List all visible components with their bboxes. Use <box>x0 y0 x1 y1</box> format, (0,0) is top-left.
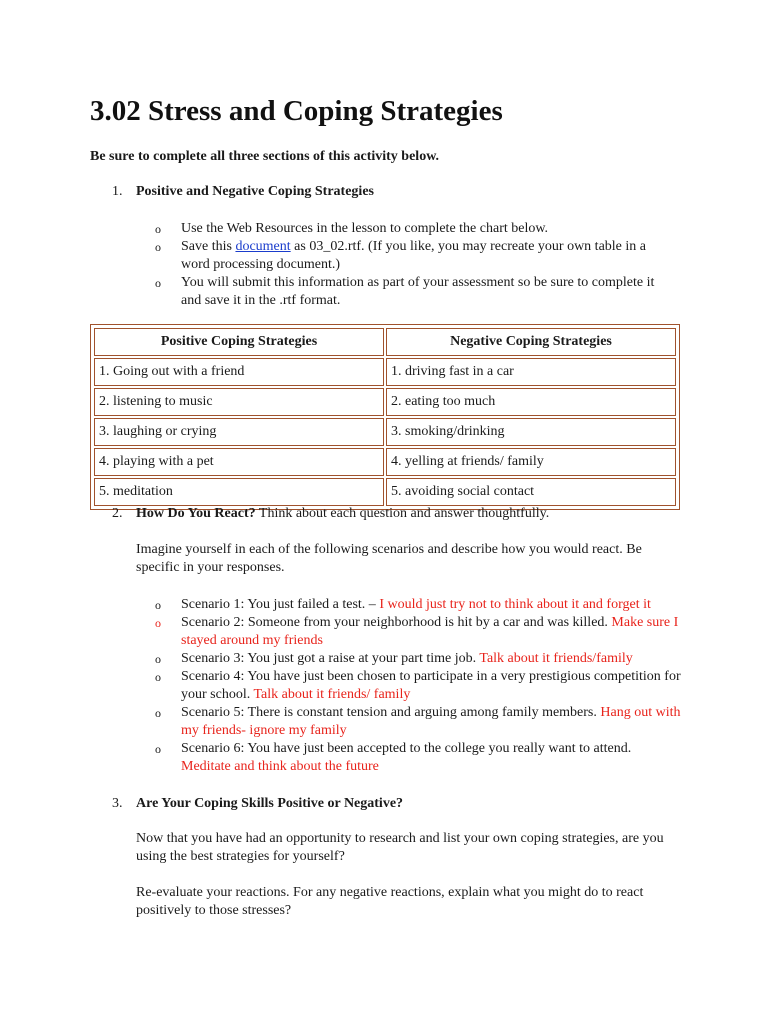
scenario-item: o Scenario 2: Someone from your neighborhood is hit by a car and was killed. Make sure I stayed around my friends <box>155 615 679 648</box>
scenario-list <box>155 596 681 776</box>
list-item: o Save this document as 03_02.rtf. (If you like, you may recreate your own table in a word processing document.) <box>155 239 646 272</box>
section-number: 3. <box>112 796 123 811</box>
bullet-mark: o <box>155 670 161 684</box>
section-3-paragraph-2: Re-evaluate your reactions. For any negative reactions, explain what you might do to react positively to those stresses? <box>136 885 644 918</box>
document-page: 3.02 Stress and Coping Strategies Be sure to complete all three sections of this activity below. 1. Positive and Negative Coping Strategies o Use the Web Resources in the lesson to complete the chart below. o Save this document as 03_02.rtf. (If you like, you may recreate your own table in a word processing document.) o You will submit this information as part of your assessment so be sure to complete it and save it in the .rtf format. Positive Coping Strategies Negative Coping Strategies 1. Going out with a friend 1. driving fast in a car 2. listening to music 2. eating too much 3. laughing or crying 3. smoking/drinking 4. playing with a pet 4. yelling at friends/ family 5. meditation 5. avoiding social contact 2. How Do You React? Think about each question and answer thoughtfully. Imagine yourself in each of the following scenarios and describe how you would react. Be specific in your responses. o Scenario 1: You just failed a test. – I would just try not to think about it and forget it o Scenario 2: Someone from your neighborhood is hit by a car and was killed. Make sure I stayed around my friends o Scenario 3: You just got a raise at your part time job. Talk about it friends/family o Scenario 4: You have just been chosen to participate in a very prestigious competition for your school. Talk about it friends/ family o Scenario 5: There is constant tension and arguing among family members. Hang out with my friends- ignore my family o Scenario 6: You have just been accepted to the college you really want to attend. Meditate and think about the future 3. Are Your Coping Skills Positive or Negative? Now that you have had an opportunity to research and list your own coping strategies, are you using the best strategies for yourself? Re-evaluate your reactions. For any negative reactions, explain what you might do to react positively to those stresses? <box>0 0 768 1024</box>
section-3-paragraph-1: Now that you have had an opportunity to research and list your own coping strategies, are you using the best strategies for yourself? <box>136 831 664 864</box>
coping-strategies-table <box>90 324 680 510</box>
section-number: 2. <box>112 506 123 521</box>
scenario-answer: Hang out with my friends- ignore my family <box>181 705 681 738</box>
bullet-mark: o <box>155 598 161 612</box>
list-item: o You will submit this information as part of your assessment so be sure to complete it and save it in the .rtf format. <box>155 275 655 308</box>
header-positive: Positive Coping Strategies <box>94 328 384 356</box>
bullet-mark: o <box>155 222 161 236</box>
table-row <box>94 478 676 506</box>
intro-instruction: Be sure to complete all three sections of this activity below. <box>90 149 440 164</box>
bullet-mark: o <box>155 706 161 720</box>
list-item: o Use the Web Resources in the lesson to complete the chart below. <box>155 221 549 236</box>
scenario-item: o Scenario 4: You have just been chosen to participate in a very prestigious competition for your school. Talk about it friends/ family <box>155 669 681 702</box>
table-cell: 2. listening to music <box>94 388 384 416</box>
table-cell: 1. driving fast in a car <box>386 358 676 386</box>
table-cell: 5. meditation <box>94 478 384 506</box>
section-1-bullets <box>155 220 655 310</box>
scenario-answer: Talk about it friends/ family <box>253 687 411 702</box>
scenario-item: o Scenario 1: You just failed a test. – I would just try not to think about it and forget it <box>155 597 651 612</box>
bullet-mark: o <box>155 652 161 666</box>
scenario-answer: Talk about it friends/family <box>479 651 633 666</box>
section-title: Are Your Coping Skills Positive or Negative? <box>136 796 404 811</box>
bullet-mark: o <box>155 742 161 756</box>
bullet-mark: o <box>155 276 161 290</box>
section-2-paragraph: Imagine yourself in each of the following scenarios and describe how you would react. Be specific in your responses. <box>136 542 642 575</box>
table-cell: 2. eating too much <box>386 388 676 416</box>
section-title: Positive and Negative Coping Strategies <box>136 184 374 199</box>
page-title: 3.02 Stress and Coping Strategies <box>90 95 503 127</box>
table-cell: 1. Going out with a friend <box>94 358 384 386</box>
table-cell: 3. laughing or crying <box>94 418 384 446</box>
table-cell: 4. yelling at friends/ family <box>386 448 676 476</box>
scenario-item: o Scenario 5: There is constant tension and arguing among family members. Hang out with my friends- ignore my family <box>155 705 681 738</box>
table-row <box>94 358 676 386</box>
table-row <box>94 418 676 446</box>
section-title: How Do You React? <box>136 506 256 521</box>
scenario-item: o Scenario 3: You just got a raise at your part time job. Talk about it friends/family <box>155 651 633 666</box>
bullet-mark: o <box>155 240 161 254</box>
bullet-mark: o <box>155 616 161 630</box>
table-row <box>94 388 676 416</box>
table-cell: 5. avoiding social contact <box>386 478 676 506</box>
header-negative: Negative Coping Strategies <box>386 328 676 356</box>
section-number: 1. <box>112 184 123 199</box>
scenario-item: o Scenario 6: You have just been accepted to the college you really want to attend. Meditate and think about the future <box>155 741 632 774</box>
scenario-answer: I would just try not to think about it and forget it <box>379 597 651 612</box>
scenario-answer: Meditate and think about the future <box>181 759 379 774</box>
table-header-row <box>94 328 676 356</box>
table-row <box>94 448 676 476</box>
table-cell: 4. playing with a pet <box>94 448 384 476</box>
scenario-answer: Make sure I stayed around my friends <box>181 615 679 648</box>
document-link[interactable]: document <box>235 239 291 254</box>
table-cell: 3. smoking/drinking <box>386 418 676 446</box>
